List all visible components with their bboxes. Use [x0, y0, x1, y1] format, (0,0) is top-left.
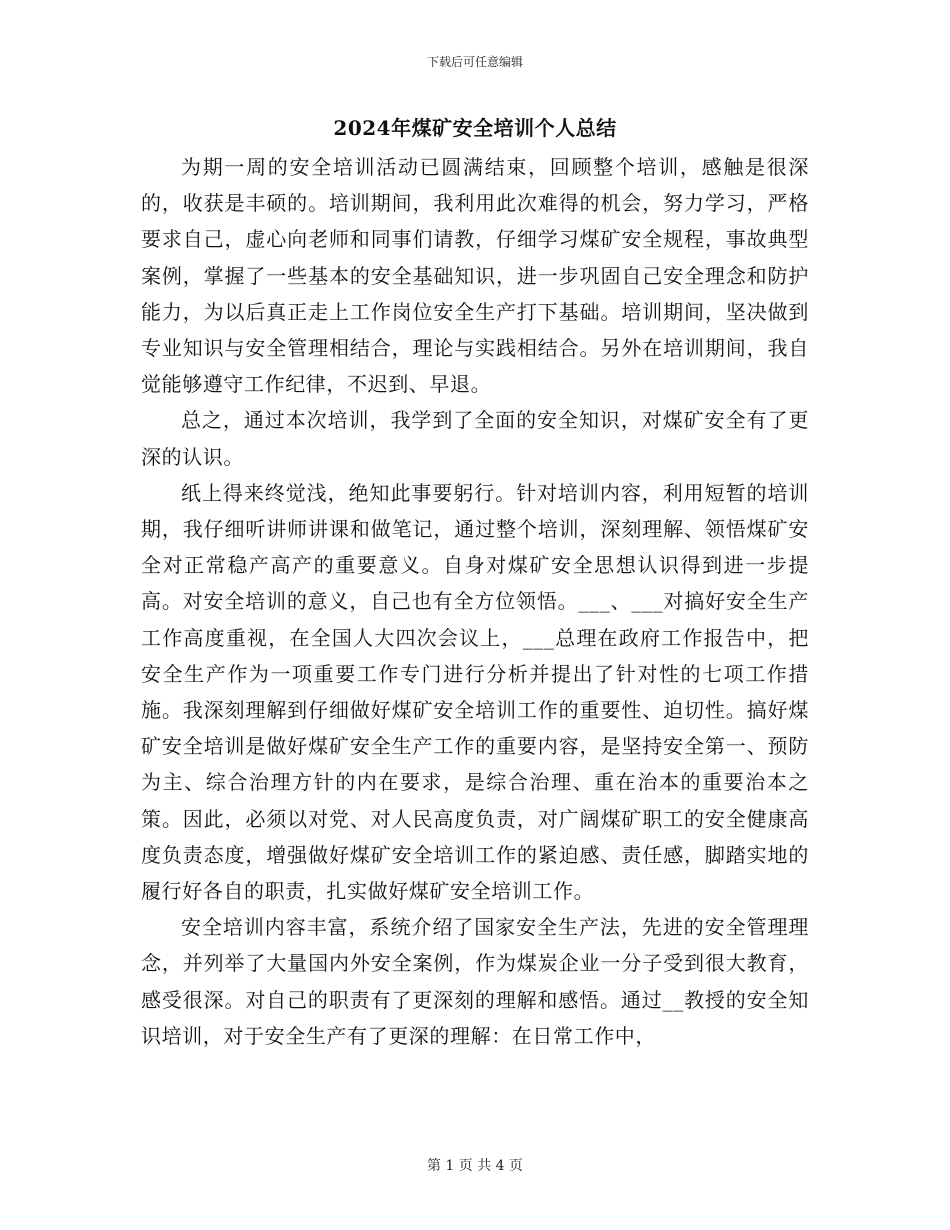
paragraph-2: 总之，通过本次培训，我学到了全面的安全知识，对煤矿安全有了更深的认识。 [141, 408, 809, 469]
header-note: 下载后可任意编辑 [426, 55, 523, 69]
paragraph-4: 安全培训内容丰富，系统介绍了国家安全生产法，先进的安全管理理念，并列举了大量国内外安全案例，作为煤炭企业一分子受到很大教育，感受很深。对自己的职责有了更深刻的理解和感悟。通过__教授的安全知识培训，对于安全生产有了更深的理解：在日常工作中， [141, 915, 809, 1048]
document-body [141, 149, 809, 1054]
paragraph-1: 为期一周的安全培训活动已圆满结束，回顾整个培训，感触是很深的，收获是丰硕的。培训期间，我利用此次难得的机会，努力学习，严格要求自己，虚心向老师和同事们请教，仔细学习煤矿安全规程，事故典型案例，掌握了一些基本的安全基础知识，进一步巩固自己安全理念和防护能力，为以后真正走上工作岗位安全生产打下基础。培训期间，坚决做到专业知识与安全管理相结合，理论与实践相结合。另外在培训期间，我自觉能够遵守工作纪律，不迟到、早退。 [141, 155, 809, 397]
paragraph-3: 纸上得来终觉浅，绝知此事要躬行。针对培训内容，利用短暂的培训期，我仔细听讲师讲课和做笔记，通过整个培训，深刻理解、领悟煤矿安全对正常稳产高产的重要意义。自身对煤矿安全思想认识得到进一步提高。对安全培训的意义，自己也有全方位领悟。___、___对搞好安全生产工作高度重视，在全国人大四次会议上，___总理在政府工作报告中，把安全生产作为一项重要工作专门进行分析并提出了针对性的七项工作措施。我深刻理解到仔细做好煤矿安全培训工作的重要性、迫切性。搞好煤矿安全培训是做好煤矿安全生产工作的重要内容，是坚持安全第一、预防为主、综合治理方针的内在要求，是综合治理、重在治本的重要治本之策。因此，必须以对党、对人民高度负责，对广阔煤矿职工的安全健康高度负责态度，增强做好煤矿安全培训工作的紧迫感、责任感，脚踏实地的履行好各自的职责，扎实做好煤矿安全培训工作。 [141, 480, 809, 904]
page-footer: 第 1 页 共 4 页 [426, 1158, 524, 1174]
document-title: 2024年煤矿安全培训个人总结 [333, 116, 617, 140]
